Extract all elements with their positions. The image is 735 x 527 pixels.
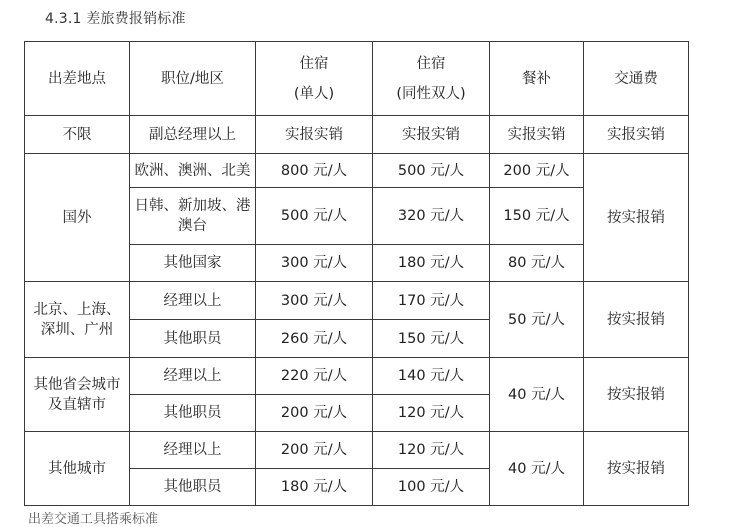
next-section-heading-cut: 出差交通工具搭乘标准 — [28, 512, 159, 527]
lodging-shared-cell: 120 元/人 — [373, 432, 490, 469]
header-lodging-shared-line1: 住宿 — [416, 55, 446, 72]
lodging-shared-cell: 100 元/人 — [373, 469, 490, 506]
header-lodging-single — [256, 42, 373, 116]
transport-cell: 实报实销 — [584, 116, 689, 154]
meal-cell: 200 元/人 — [490, 154, 584, 188]
header-position: 职位/地区 — [130, 42, 256, 116]
lodging-shared-cell: 180 元/人 — [373, 245, 490, 282]
transport-cell: 按实报销 — [584, 358, 689, 432]
header-meal: 餐补 — [490, 42, 584, 116]
location-cell: 国外 — [25, 154, 130, 282]
meal-cell: 50 元/人 — [490, 282, 584, 358]
lodging-shared-cell: 实报实销 — [373, 116, 490, 154]
lodging-single-cell: 300 元/人 — [256, 245, 373, 282]
transport-cell: 按实报销 — [584, 154, 689, 282]
transport-cell: 按实报销 — [584, 282, 689, 358]
lodging-single-cell: 300 元/人 — [256, 282, 373, 320]
table-row — [25, 282, 689, 320]
header-lodging-single-line2: (单人) — [293, 85, 335, 102]
header-lodging-single-line1: 住宿 — [299, 55, 329, 72]
location-cell: 其他城市 — [25, 432, 130, 506]
position-cell: 其他职员 — [130, 395, 256, 432]
header-transport: 交通费 — [584, 42, 689, 116]
lodging-shared-cell: 170 元/人 — [373, 282, 490, 320]
position-cell: 其他职员 — [130, 320, 256, 358]
lodging-single-cell: 500 元/人 — [256, 188, 373, 245]
location-cell: 不限 — [25, 116, 130, 154]
location-cell: 其他省会城市及直辖市 — [25, 358, 130, 432]
lodging-shared-cell: 320 元/人 — [373, 188, 490, 245]
location-cell: 北京、上海、深圳、广州 — [25, 282, 130, 358]
travel-expense-table — [24, 41, 689, 506]
lodging-single-cell: 220 元/人 — [256, 358, 373, 395]
lodging-shared-cell: 500 元/人 — [373, 154, 490, 188]
header-lodging-shared — [373, 42, 490, 116]
table-row — [25, 358, 689, 395]
lodging-shared-cell: 150 元/人 — [373, 320, 490, 358]
meal-cell: 40 元/人 — [490, 358, 584, 432]
header-lodging-shared-line2: (同性双人) — [396, 85, 466, 102]
table-row — [25, 432, 689, 469]
lodging-single-cell: 180 元/人 — [256, 469, 373, 506]
position-cell: 经理以上 — [130, 358, 256, 395]
meal-cell: 150 元/人 — [490, 188, 584, 245]
lodging-shared-cell: 120 元/人 — [373, 395, 490, 432]
position-cell: 日韩、新加坡、港澳台 — [130, 188, 256, 245]
header-row — [25, 42, 689, 116]
table-row — [25, 154, 689, 188]
position-cell: 副总经理以上 — [130, 116, 256, 154]
lodging-single-cell: 200 元/人 — [256, 432, 373, 469]
meal-cell: 40 元/人 — [490, 432, 584, 506]
header-location: 出差地点 — [25, 42, 130, 116]
position-cell: 经理以上 — [130, 282, 256, 320]
lodging-single-cell: 260 元/人 — [256, 320, 373, 358]
position-cell: 欧洲、澳洲、北美 — [130, 154, 256, 188]
meal-cell: 实报实销 — [490, 116, 584, 154]
lodging-shared-cell: 140 元/人 — [373, 358, 490, 395]
position-cell: 其他职员 — [130, 469, 256, 506]
transport-cell: 按实报销 — [584, 432, 689, 506]
lodging-single-cell: 200 元/人 — [256, 395, 373, 432]
section-title: 4.3.1 差旅费报销标准 — [45, 11, 186, 27]
position-cell: 经理以上 — [130, 432, 256, 469]
position-cell: 其他国家 — [130, 245, 256, 282]
table-row — [25, 116, 689, 154]
lodging-single-cell: 800 元/人 — [256, 154, 373, 188]
meal-cell: 80 元/人 — [490, 245, 584, 282]
lodging-single-cell: 实报实销 — [256, 116, 373, 154]
